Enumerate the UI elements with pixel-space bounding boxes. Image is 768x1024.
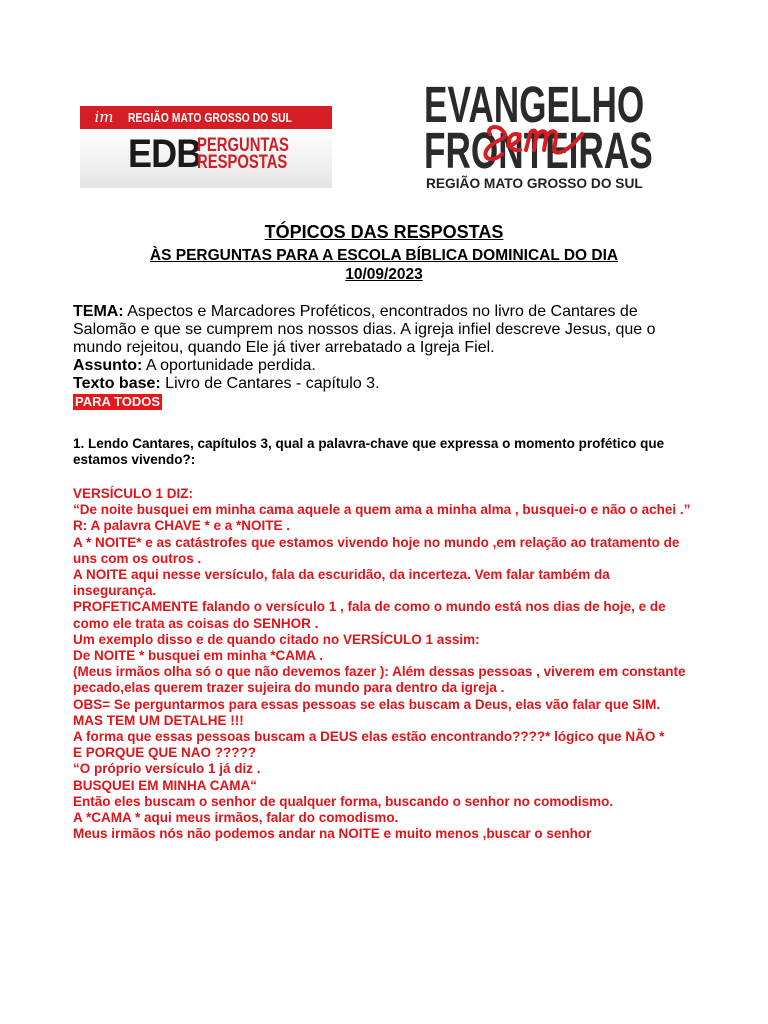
- answer-line: R: A palavra CHAVE * e a *NOITE .: [73, 518, 291, 534]
- answer-line: BUSQUEI EM MINHA CAMA“: [73, 777, 257, 793]
- page-date-text: 10/09/2023: [345, 266, 423, 283]
- page-title: [0, 222, 768, 243]
- answer-line: E PORQUE QUE NAO ?????: [73, 745, 257, 761]
- texto-base-text: Livro de Cantares - capítulo 3.: [160, 375, 380, 392]
- logo-sem-script: [472, 94, 602, 174]
- answer-line: “O próprio versículo 1 já diz .: [73, 761, 261, 777]
- assunto-text: A oportunidade perdida.: [142, 357, 316, 374]
- tema-label: TEMA:: [73, 303, 124, 320]
- logo-edb-text: EDB: [128, 132, 202, 176]
- logo-fronteiras: FRONTEIRAS: [424, 122, 653, 179]
- page-title-text: TÓPICOS DAS RESPOSTAS: [264, 222, 504, 242]
- answer-line: A NOITE aqui nesse versículo, fala da escuridão, da incerteza. Vem falar também da insegurança.: [73, 567, 610, 599]
- answer-line: A *CAMA * aqui meus irmãos, falar do comodismo.: [73, 810, 399, 826]
- answer-line: A * NOITE* e as catástrofes que estamos vivendo hoje no mundo ,em relação ao tratamento de uns com os outros .: [73, 534, 680, 566]
- answer-line: A forma que essas pessoas buscam a DEUS elas estão encontrando????* lógico que NÃO *: [73, 729, 665, 745]
- evangelho-sem-fronteiras-logo: [424, 76, 660, 192]
- logo-perguntas-respostas: [197, 137, 289, 171]
- answer-line: VERSÍCULO 1 DIZ:: [73, 486, 194, 501]
- answer-line: “De noite busquei em minha cama aquele a quem ama a minha alma , busquei-o e não o achei .”: [73, 502, 691, 518]
- page-date: [0, 266, 768, 284]
- tema-text: Aspectos e Marcadores Proféticos, encontrados no livro de Cantares de Salomão e que se cumprem nos nossos dias. A igreja infiel descreve Jesus, que o mundo rejeitou, quando Ele já tiver arrebatado a Igreja Fiel.: [73, 303, 656, 356]
- im-logo-mark: im: [94, 108, 114, 126]
- question-1: 1. Lendo Cantares, capítulos 3, qual a palavra-chave que expressa o momento profético que estamos vivendo?:: [73, 436, 665, 467]
- answer-line: Um exemplo disso e de quando citado no VERSÍCULO 1 assim:: [73, 631, 480, 647]
- answer-line: Então eles buscam o senhor de qualquer forma, buscando o senhor no comodismo.: [73, 793, 614, 809]
- logo-evangelho: EVANGELHO: [424, 76, 645, 133]
- logo-region-subtitle: REGIÃO MATO GROSSO DO SUL: [426, 175, 643, 191]
- logo-perguntas: PERGUNTAS: [197, 135, 289, 156]
- assunto-label: Assunto:: [73, 357, 143, 374]
- answer-line: MAS TEM UM DETALHE !!!: [73, 712, 244, 728]
- answer-line: PROFETICAMENTE falando o versículo 1 , fala de como o mundo está nos dias de hoje, e de como ele trata as coisas do SENHOR .: [73, 599, 666, 631]
- logo-respostas: RESPOSTAS: [197, 152, 288, 173]
- texto-base-label: Texto base:: [73, 375, 161, 392]
- intro-section: [73, 303, 703, 411]
- assunto-paragraph: [73, 357, 703, 375]
- answer-line: De NOITE * busquei em minha *CAMA .: [73, 648, 324, 664]
- para-todos-badge: PARA TODOS: [75, 394, 160, 409]
- page-subtitle: [0, 247, 768, 265]
- answer-line: OBS= Se perguntarmos para essas pessoas se elas buscam a Deus, elas vão falar que SIM.: [73, 696, 661, 712]
- tema-paragraph: [73, 303, 703, 357]
- answer-body: [73, 486, 693, 842]
- texto-base-paragraph: [73, 375, 703, 393]
- logo-region-text: REGIÃO MATO GROSSO DO SUL: [128, 110, 292, 125]
- logo-region-bar: [80, 106, 332, 129]
- edb-logo: [80, 106, 332, 188]
- answer-line: (Meus irmãos olha só o que não devemos fazer ): Além dessas pessoas , viverem em constante pecado,elas querem trazer sujeira do mundo para dentro da igreja .: [73, 664, 686, 696]
- page-subtitle-text: ÀS PERGUNTAS PARA A ESCOLA BÍBLICA DOMINICAL DO DIA: [149, 247, 619, 264]
- answer-line: Meus irmãos nós não podemos andar na NOITE e muito menos ,buscar o senhor: [73, 826, 592, 842]
